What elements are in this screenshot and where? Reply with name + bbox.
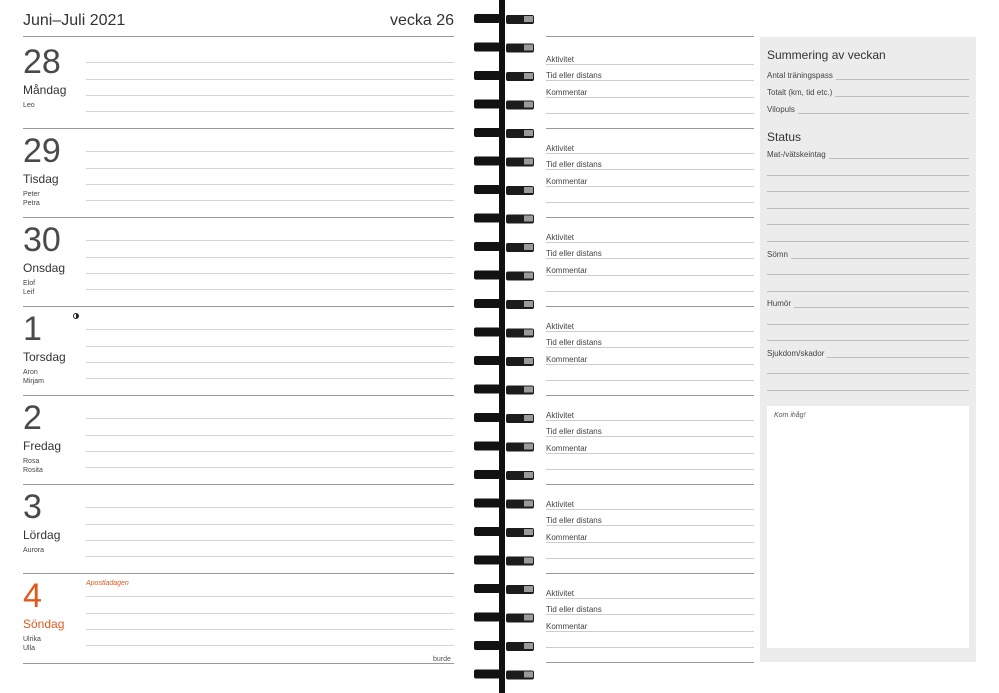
time-line[interactable] xyxy=(546,347,754,348)
status-title: Status xyxy=(767,130,802,144)
comment-label: Kommentar xyxy=(546,444,590,453)
day-divider xyxy=(546,484,754,485)
comment-label: Kommentar xyxy=(546,88,590,97)
mood-line[interactable] xyxy=(767,307,969,308)
activity-label: Aktivitet xyxy=(546,55,577,64)
illness-label: Sjukdom/skador xyxy=(767,349,827,358)
bottom-divider xyxy=(23,663,454,664)
name-day-names: Elof Leif xyxy=(23,280,36,296)
day-divider xyxy=(23,395,454,396)
comment-line[interactable] xyxy=(546,275,754,276)
activity-line[interactable] xyxy=(546,420,754,421)
comment-label: Kommentar xyxy=(546,355,590,364)
moon-phase-icon xyxy=(73,313,79,319)
writing-line[interactable] xyxy=(86,629,454,630)
writing-line[interactable] xyxy=(86,346,454,347)
day-divider xyxy=(546,128,754,129)
writing-line[interactable] xyxy=(86,418,454,419)
comment-line[interactable] xyxy=(546,647,754,648)
day-name: Lördag xyxy=(23,528,61,542)
day-name: Torsdag xyxy=(23,350,66,364)
illness-line[interactable] xyxy=(767,390,969,391)
spiral-binding xyxy=(472,0,540,693)
writing-line[interactable] xyxy=(86,556,454,557)
day-number: 30 xyxy=(23,221,61,259)
mood-line[interactable] xyxy=(767,340,969,341)
writing-line[interactable] xyxy=(86,645,454,646)
middle-bottom-divider xyxy=(546,662,754,663)
writing-line[interactable] xyxy=(86,200,454,201)
comment-line[interactable] xyxy=(546,186,754,187)
activity-line[interactable] xyxy=(546,64,754,65)
writing-line[interactable] xyxy=(86,540,454,541)
activity-label: Aktivitet xyxy=(546,500,577,509)
food-line[interactable] xyxy=(767,191,969,192)
time-label: Tid eller distans xyxy=(546,249,605,258)
writing-line[interactable] xyxy=(86,184,454,185)
activity-line[interactable] xyxy=(546,509,754,510)
time-label: Tid eller distans xyxy=(546,160,605,169)
writing-line[interactable] xyxy=(86,111,454,112)
writing-line[interactable] xyxy=(86,62,454,63)
name-day-names: Aron Mirjam xyxy=(23,369,44,385)
comment-line[interactable] xyxy=(546,291,754,292)
day-divider xyxy=(546,306,754,307)
comment-line[interactable] xyxy=(546,453,754,454)
comment-line[interactable] xyxy=(546,469,754,470)
comment-label: Kommentar xyxy=(546,266,590,275)
comment-label: Kommentar xyxy=(546,533,590,542)
comment-line[interactable] xyxy=(546,631,754,632)
name-day-names: Rosa Rosita xyxy=(23,458,43,474)
comment-line[interactable] xyxy=(546,542,754,543)
writing-line[interactable] xyxy=(86,378,454,379)
writing-line[interactable] xyxy=(86,329,454,330)
time-label: Tid eller distans xyxy=(546,71,605,80)
sleep-line[interactable] xyxy=(767,258,969,259)
writing-line[interactable] xyxy=(86,435,454,436)
page-title: Juni–Juli 2021 xyxy=(23,12,126,29)
day-divider xyxy=(23,217,454,218)
writing-line[interactable] xyxy=(86,613,454,614)
name-day-names: Aurora xyxy=(23,547,45,554)
day-number: 3 xyxy=(23,488,42,526)
time-line[interactable] xyxy=(546,80,754,81)
illness-line[interactable] xyxy=(767,373,969,374)
comment-line[interactable] xyxy=(546,364,754,365)
day-divider xyxy=(23,573,454,574)
day-name: Tisdag xyxy=(23,172,59,186)
comment-line[interactable] xyxy=(546,202,754,203)
writing-line[interactable] xyxy=(86,168,454,169)
day-number: 2 xyxy=(23,399,42,437)
brand-label: burde xyxy=(433,656,451,663)
writing-line[interactable] xyxy=(86,596,454,597)
time-label: Tid eller distans xyxy=(546,427,605,436)
comment-line[interactable] xyxy=(546,380,754,381)
holiday-label: Apostladagen xyxy=(86,580,129,587)
mood-line[interactable] xyxy=(767,324,969,325)
writing-line[interactable] xyxy=(86,451,454,452)
food-line[interactable] xyxy=(767,175,969,176)
total-label: Totalt (km, tid etc.) xyxy=(767,88,835,97)
header-divider xyxy=(23,36,454,37)
writing-line[interactable] xyxy=(86,289,454,290)
activity-label: Aktivitet xyxy=(546,233,577,242)
writing-line[interactable] xyxy=(86,257,454,258)
writing-line[interactable] xyxy=(86,362,454,363)
time-label: Tid eller distans xyxy=(546,516,605,525)
day-name: Fredag xyxy=(23,439,62,453)
comment-label: Kommentar xyxy=(546,177,590,186)
time-label: Tid eller distans xyxy=(546,338,605,347)
day-divider xyxy=(23,128,454,129)
day-number: 1 xyxy=(23,310,42,348)
writing-line[interactable] xyxy=(86,240,454,241)
time-line[interactable] xyxy=(546,525,754,526)
activity-label: Aktivitet xyxy=(546,411,577,420)
food-line[interactable] xyxy=(767,241,969,242)
mood-label: Humör xyxy=(767,299,794,308)
time-line[interactable] xyxy=(546,614,754,615)
food-line[interactable] xyxy=(767,208,969,209)
name-day-names: Leo xyxy=(23,102,35,109)
day-number: 29 xyxy=(23,132,61,170)
day-name: Måndag xyxy=(23,83,67,97)
food-label: Mat-/vätskeintag xyxy=(767,150,829,159)
rest-pulse-label: Vilopuls xyxy=(767,105,798,114)
activity-line[interactable] xyxy=(546,331,754,332)
writing-line[interactable] xyxy=(86,507,454,508)
sessions-label: Antal träningspass xyxy=(767,71,836,80)
activity-line[interactable] xyxy=(546,598,754,599)
day-divider xyxy=(23,306,454,307)
notes-label: Kom ihåg! xyxy=(774,412,806,419)
day-name: Söndag xyxy=(23,617,65,631)
writing-line[interactable] xyxy=(86,524,454,525)
name-day-names: Peter Petra xyxy=(23,191,40,207)
day-divider xyxy=(546,395,754,396)
time-line[interactable] xyxy=(546,169,754,170)
activity-label: Aktivitet xyxy=(546,144,577,153)
activity-label: Aktivitet xyxy=(546,322,577,331)
writing-line[interactable] xyxy=(86,273,454,274)
comment-line[interactable] xyxy=(546,97,754,98)
week-number: vecka 26 xyxy=(389,12,454,29)
sleep-line[interactable] xyxy=(767,291,969,292)
food-line[interactable] xyxy=(767,224,969,225)
day-divider xyxy=(23,484,454,485)
day-divider xyxy=(546,573,754,574)
writing-line[interactable] xyxy=(86,79,454,80)
sleep-label: Sömn xyxy=(767,250,791,259)
time-line[interactable] xyxy=(546,436,754,437)
comment-line[interactable] xyxy=(546,113,754,114)
activity-line[interactable] xyxy=(546,153,754,154)
day-divider xyxy=(546,217,754,218)
activity-line[interactable] xyxy=(546,242,754,243)
middle-top-divider xyxy=(546,36,754,37)
sleep-line[interactable] xyxy=(767,274,969,275)
writing-line[interactable] xyxy=(86,467,454,468)
name-day-names: Ulrika Ulla xyxy=(23,636,41,652)
day-number: 28 xyxy=(23,43,61,81)
day-name: Onsdag xyxy=(23,261,66,275)
summary-title: Summering av veckan xyxy=(767,48,886,62)
activity-label: Aktivitet xyxy=(546,589,577,598)
writing-line[interactable] xyxy=(86,95,454,96)
notes-box[interactable] xyxy=(767,406,969,648)
comment-label: Kommentar xyxy=(546,622,590,631)
writing-line[interactable] xyxy=(86,151,454,152)
day-number: 4 xyxy=(23,577,42,615)
time-label: Tid eller distans xyxy=(546,605,605,614)
time-line[interactable] xyxy=(546,258,754,259)
comment-line[interactable] xyxy=(546,558,754,559)
